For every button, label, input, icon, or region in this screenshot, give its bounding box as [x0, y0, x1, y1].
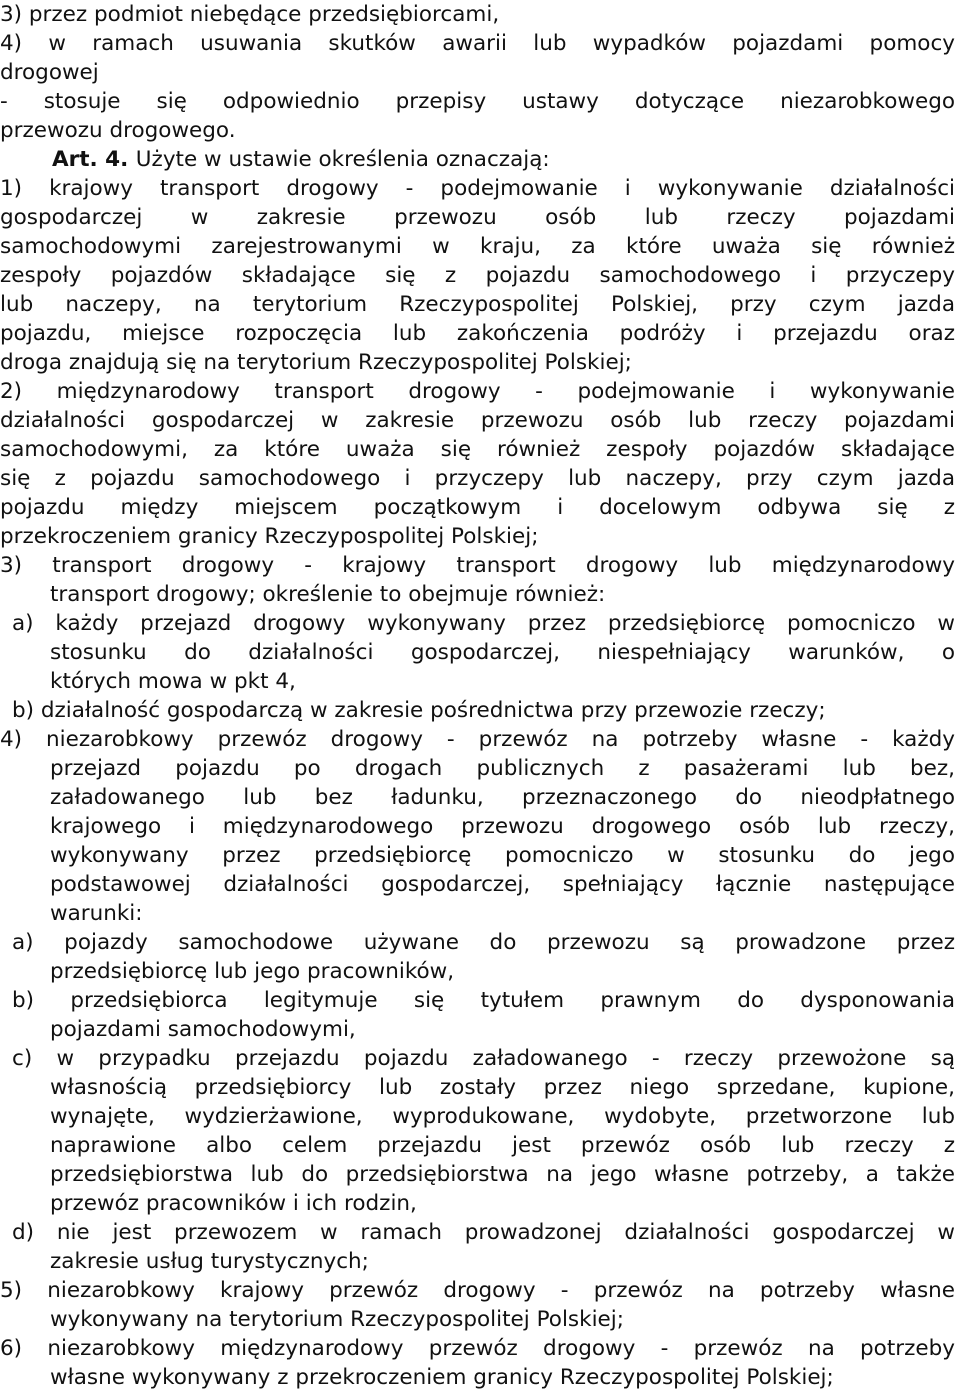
document-line: warunki: [50, 901, 143, 926]
document-line: a) każdy przejazd drogowy wykonywany przez przedsiębiorcę pomocniczo w [12, 611, 955, 636]
document-line: 6) niezarobkowy międzynarodowy przewóz drogowy - przewóz na potrzeby [0, 1336, 955, 1361]
document-line: samochodowymi, za które uważa się również zespoły pojazdów składające [0, 437, 955, 462]
document-line: 4) w ramach usuwania skutków awarii lub wypadków pojazdami pomocy [0, 31, 955, 56]
document-line: naprawione albo celem przejazdu jest przewóz osób lub rzeczy z [50, 1133, 955, 1158]
document-line: pojazdu między miejscem początkowym i docelowym odbywa się z [0, 495, 955, 520]
document-line: załadowanego lub bez ładunku, przeznaczonego do nieodpłatnego [50, 785, 955, 810]
document-line: samochodowymi zarejestrowanymi w kraju, za które uważa się również [0, 234, 955, 259]
document-line: własne wykonywany z przekroczeniem granicy Rzeczypospolitej Polskiej; [50, 1365, 834, 1390]
document-line: b) przedsiębiorca legitymuje się tytułem prawnym do dysponowania [12, 988, 955, 1013]
document-line: a) pojazdy samochodowe używane do przewozu są prowadzone przez [12, 930, 955, 955]
document-line: gospodarczej w zakresie przewozu osób lub rzeczy pojazdami [0, 205, 955, 230]
document-line: 2) międzynarodowy transport drogowy - podejmowanie i wykonywanie [0, 379, 955, 404]
document-line: 5) niezarobkowy krajowy przewóz drogowy - przewóz na potrzeby własne [0, 1278, 955, 1303]
line-text: Użyte w ustawie określenia oznaczają: [135, 147, 550, 172]
document-line: wynajęte, wydzierżawione, wyprodukowane, wydobyte, przetworzone lub [50, 1104, 955, 1129]
document-line: przewozu drogowego. [0, 118, 236, 143]
document-line: pojazdami samochodowymi, [50, 1017, 356, 1042]
document-line: się z pojazdu samochodowego i przyczepy lub naczepy, przy czym jazda [0, 466, 955, 491]
document-line: c) w przypadku przejazdu pojazdu załadowanego - rzeczy przewożone są [12, 1046, 955, 1071]
document-line: przedsiębiorcę lub jego pracowników, [50, 959, 455, 984]
document-line: przedsiębiorstwa lub do przedsiębiorstwa na jego własne potrzeby, a także [50, 1162, 955, 1187]
document-line: - stosuje się odpowiednio przepisy ustawy dotyczące niezarobkowego [0, 89, 955, 114]
document-line: przejazd pojazdu po drogach publicznych z pasażerami lub bez, [50, 756, 955, 781]
document-line: droga znajdują się na terytorium Rzeczypospolitej Polskiej; [0, 350, 632, 375]
document-line: wykonywany na terytorium Rzeczypospolitej Polskiej; [50, 1307, 624, 1332]
document-line: stosunku do działalności gospodarczej, niespełniający warunków, o [50, 640, 955, 665]
document-line: krajowego i międzynarodowego przewozu drogowego osób lub rzeczy, [50, 814, 955, 839]
document-line: 1) krajowy transport drogowy - podejmowanie i wykonywanie działalności [0, 176, 955, 201]
document-line: działalności gospodarczej w zakresie przewozu osób lub rzeczy pojazdami [0, 408, 955, 433]
document-line: wykonywany przez przedsiębiorcę pomocniczo w stosunku do jego [50, 843, 955, 868]
document-line: 4) niezarobkowy przewóz drogowy - przewóz na potrzeby własne - każdy [0, 727, 955, 752]
document-line: transport drogowy; określenie to obejmuje również: [50, 582, 606, 607]
document-line: pojazdu, miejsce rozpoczęcia lub zakończenia podróży i przejazdu oraz [0, 321, 955, 346]
document-line [52, 145, 955, 174]
document-line: d) nie jest przewozem w ramach prowadzonej działalności gospodarczej w [12, 1220, 955, 1245]
document-line: zespoły pojazdów składające się z pojazdu samochodowego i przyczepy [0, 263, 955, 288]
document-line: 3) transport drogowy - krajowy transport drogowy lub międzynarodowy [0, 553, 955, 578]
document-line: zakresie usług turystycznych; [50, 1249, 369, 1274]
document-line: przewóz pracowników i ich rodzin, [50, 1191, 417, 1216]
document-line: podstawowej działalności gospodarczej, spełniający łącznie następujące [50, 872, 955, 897]
document-line: własnością przedsiębiorcy lub zostały przez niego sprzedane, kupione, [50, 1075, 955, 1100]
article-heading: Art. 4. [52, 147, 136, 172]
document-line: których mowa w pkt 4, [50, 669, 296, 694]
document-line: przekroczeniem granicy Rzeczypospolitej Polskiej; [0, 524, 539, 549]
document-line: b) działalność gospodarczą w zakresie pośrednictwa przy przewozie rzeczy; [12, 698, 826, 723]
document-line: drogowej [0, 60, 99, 85]
document-line: lub naczepy, na terytorium Rzeczypospolitej Polskiej, przy czym jazda [0, 292, 955, 317]
document-line: 3) przez podmiot niebędące przedsiębiorcami, [0, 2, 500, 27]
